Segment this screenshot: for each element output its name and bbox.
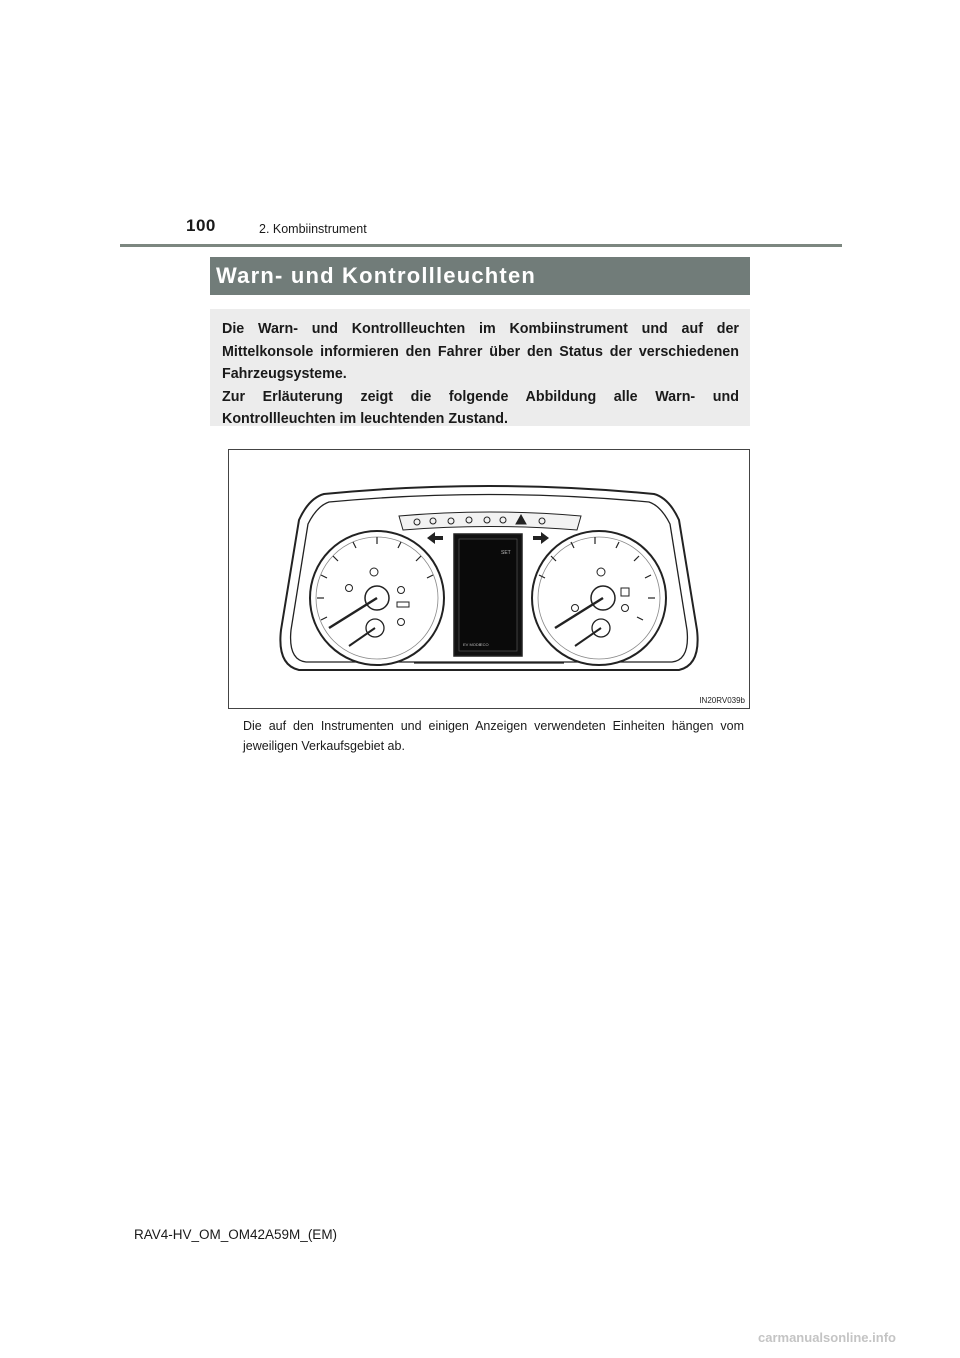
right-turn-arrow-icon (533, 532, 549, 544)
watermark: carmanualsonline.info (758, 1330, 896, 1345)
display-eco-label: ECO (480, 642, 489, 647)
units-note: Die auf den Instrumenten und einigen Anzeigen verwendeten Einheiten hängen vom jeweiligen Verkaufsgebiet ab. (243, 719, 744, 753)
intro-paragraph-2: Zur Erläuterung zeigt die folgende Abbildung alle Warn- und Kontrollleuchten im leuchtenden Zustand. (222, 388, 739, 427)
instrument-cluster-illustration (229, 450, 749, 708)
display-set-label: SET (501, 550, 511, 556)
instrument-cluster-figure (228, 449, 750, 709)
right-gauge (532, 531, 666, 665)
chapter-title: 2. Kombiinstrument (259, 222, 367, 236)
center-display (454, 534, 522, 656)
section-title: Warn- und Kontrollleuchten (216, 263, 537, 288)
intro-paragraph-1: Die Warn- und Kontrollleuchten im Kombiinstrument und auf der Mittelkonsole informieren den Fahrer über den Status der verschiedenen Fahrzeugsysteme. (222, 321, 739, 382)
header-rule (120, 244, 842, 247)
left-gauge (310, 531, 444, 665)
footer-code: RAV4-HV_OM_OM42A59M_(EM) (134, 1227, 338, 1242)
section-title-bar (210, 257, 750, 295)
intro-box (210, 309, 750, 426)
page-number: 100 (186, 216, 216, 235)
display-ev-mode-label: EV MODE (463, 642, 482, 647)
left-turn-arrow-icon (427, 532, 443, 544)
figure-id: IN20RV039b (699, 696, 745, 705)
